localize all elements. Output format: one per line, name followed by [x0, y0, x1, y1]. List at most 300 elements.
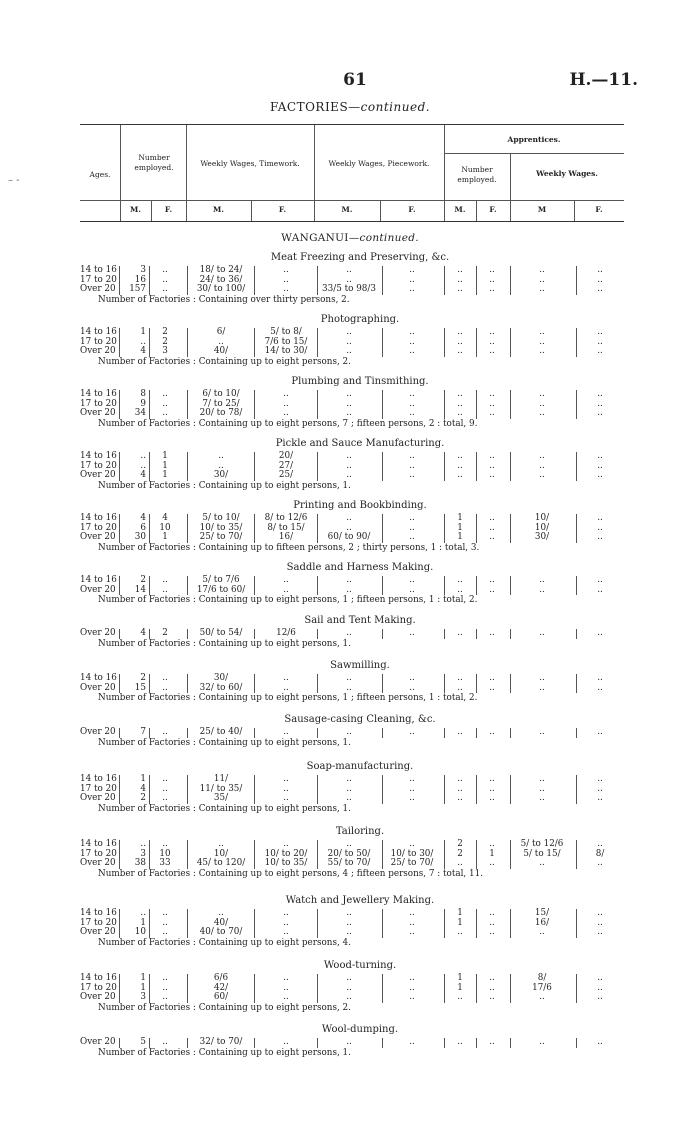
- cell-age: 17 to 20: [80, 917, 117, 928]
- cell-piecework-f: ..: [409, 982, 415, 993]
- cell-timework-m: 17/6 to 60/: [196, 584, 246, 595]
- cell-age: 14 to 16: [80, 575, 117, 585]
- cell-piecework-m: ..: [346, 336, 352, 347]
- cell-age: 17 to 20: [80, 982, 117, 993]
- cell-number-f: ..: [162, 727, 168, 737]
- cell-apprentice-wages-m: ..: [539, 783, 545, 794]
- column-rule: [510, 266, 511, 295]
- cell-number-m: 4: [140, 628, 146, 638]
- cell-number-f: ..: [162, 839, 168, 849]
- cell-age: 17 to 20: [80, 783, 117, 794]
- cell-number-m: 4: [140, 470, 146, 481]
- cell-apprentice-number-m: ..: [457, 774, 463, 784]
- column-rule: [119, 328, 120, 357]
- column-rule: [576, 452, 577, 481]
- column-rule: [476, 775, 477, 804]
- column-rule: [317, 728, 318, 738]
- cell-apprentice-number-f: ..: [489, 327, 495, 337]
- cell-age: Over 20: [80, 927, 116, 938]
- cell-apprentice-number-f: ..: [489, 917, 495, 928]
- cell-apprentice-number-m: ..: [457, 783, 463, 794]
- cell-timework-f: 7/6 to 15/: [264, 336, 308, 347]
- column-rule: [510, 1038, 511, 1048]
- cell-apprentice-number-m: ..: [457, 408, 463, 419]
- cell-apprentice-number-m: ..: [457, 575, 463, 585]
- sub-wm: M.: [213, 205, 224, 214]
- sub-af: F.: [489, 205, 497, 214]
- cell-apprentice-number-m: 1: [457, 513, 463, 523]
- cell-timework-m: 10/: [213, 848, 229, 859]
- cell-apprentice-wages-f: ..: [597, 858, 603, 869]
- cell-apprentice-wages-m: 15/: [534, 908, 550, 918]
- cell-apprentice-number-f: ..: [489, 336, 495, 347]
- column-rule: [119, 576, 120, 595]
- column-rule: [576, 629, 577, 639]
- cell-apprentice-number-m: ..: [457, 470, 463, 481]
- cell-timework-m: 11/ to 35/: [199, 783, 243, 794]
- cell-number-f: ..: [162, 265, 168, 275]
- cell-number-f: 33: [159, 858, 171, 869]
- cell-number-f: ..: [162, 274, 168, 285]
- cell-timework-f: ..: [283, 973, 289, 983]
- column-rule: [510, 728, 511, 738]
- column-rule: [576, 728, 577, 738]
- cell-apprentice-wages-f: ..: [597, 284, 603, 295]
- column-rule: [317, 775, 318, 804]
- cell-piecework-m: ..: [346, 992, 352, 1003]
- cell-apprentice-wages-f: ..: [597, 839, 603, 849]
- cell-apprentice-wages-f: ..: [597, 727, 603, 737]
- cell-timework-f: ..: [283, 908, 289, 918]
- table-section: [0, 252, 700, 305]
- cell-piecework-f: ..: [409, 917, 415, 928]
- cell-apprentice-number-m: 2: [457, 839, 463, 849]
- cell-number-m: ..: [140, 460, 146, 471]
- cell-age: 17 to 20: [80, 848, 117, 859]
- cell-piecework-m: ..: [346, 327, 352, 337]
- cell-timework-m: 30/: [213, 673, 229, 683]
- cell-timework-m: 32/ to 70/: [199, 1037, 243, 1047]
- column-rule: [187, 390, 188, 419]
- cell-timework-m: 20/ to 78/: [199, 408, 243, 419]
- cell-apprentice-wages-f: ..: [597, 513, 603, 523]
- cell-apprentice-number-m: ..: [457, 927, 463, 938]
- header-app-wages: Weekly Wages.: [536, 169, 598, 178]
- column-rule: [149, 840, 150, 869]
- cell-piecework-f: ..: [409, 992, 415, 1003]
- cell-number-m: ..: [140, 336, 146, 347]
- cell-age: Over 20: [80, 584, 116, 595]
- column-rule: [254, 728, 255, 738]
- table-row: [0, 285, 700, 295]
- cell-timework-f: 14/ to 30/: [264, 346, 308, 357]
- column-rule: [317, 576, 318, 595]
- cell-number-f: ..: [162, 673, 168, 683]
- table-row: [0, 586, 700, 596]
- column-rule: [444, 576, 445, 595]
- cell-number-f: 1: [162, 532, 168, 543]
- cell-piecework-m: ..: [346, 460, 352, 471]
- cell-apprentice-wages-m: ..: [539, 858, 545, 869]
- column-rule: [444, 266, 445, 295]
- column-rule: [119, 674, 120, 693]
- column-rule: [187, 674, 188, 693]
- cell-apprentice-number-m: 2: [457, 848, 463, 859]
- column-rule: [119, 266, 120, 295]
- table-row: [0, 928, 700, 938]
- column-rule: [317, 390, 318, 419]
- cell-piecework-m: ..: [346, 408, 352, 419]
- column-rule: [149, 974, 150, 1003]
- column-rule: [382, 775, 383, 804]
- column-rule: [317, 1038, 318, 1048]
- column-rule: [444, 1038, 445, 1048]
- column-rule: [254, 674, 255, 693]
- cell-number-f: ..: [162, 783, 168, 794]
- cell-piecework-m: ..: [346, 584, 352, 595]
- cell-apprentice-wages-m: ..: [539, 992, 545, 1003]
- cell-timework-m: 24/ to 36/: [199, 274, 243, 285]
- section-title: Meat Freezing and Preserving, &c.: [270, 252, 450, 263]
- column-rule: [119, 452, 120, 481]
- cell-apprentice-wages-m: 5/ to 15/: [523, 848, 561, 859]
- column-rule: [476, 328, 477, 357]
- cell-apprentice-wages-f: ..: [597, 992, 603, 1003]
- column-rule: [476, 576, 477, 595]
- cell-apprentice-wages-m: 30/: [534, 532, 550, 543]
- column-rule: [510, 840, 511, 869]
- cell-timework-m: 35/: [213, 793, 229, 804]
- cell-apprentice-number-m: ..: [457, 398, 463, 409]
- sub-pf: F.: [408, 205, 416, 214]
- cell-apprentice-wages-m: 10/: [534, 522, 550, 533]
- cell-apprentice-wages-m: 16/: [534, 917, 550, 928]
- cell-piecework-f: ..: [409, 470, 415, 481]
- cell-piecework-f: ..: [409, 927, 415, 938]
- column-rule: [254, 629, 255, 639]
- cell-timework-f: 8/ to 15/: [267, 522, 305, 533]
- column-rule: [119, 514, 120, 543]
- cell-age: Over 20: [80, 793, 116, 804]
- series-code: H.—11.: [569, 70, 638, 90]
- cell-apprentice-wages-m: ..: [539, 470, 545, 481]
- table-section: [0, 615, 700, 649]
- cell-number-m: 3: [140, 265, 146, 275]
- cell-apprentice-number-f: 1: [489, 848, 495, 859]
- cell-age: 14 to 16: [80, 327, 117, 337]
- cell-apprentice-number-m: 1: [457, 908, 463, 918]
- column-rule: [119, 840, 120, 869]
- cell-number-m: 15: [134, 682, 146, 693]
- cell-timework-f: ..: [283, 783, 289, 794]
- cell-piecework-m: ..: [346, 973, 352, 983]
- cell-piecework-m: ..: [346, 513, 352, 523]
- cell-apprentice-number-f: ..: [489, 1037, 495, 1047]
- column-rule: [510, 974, 511, 1003]
- cell-age: 14 to 16: [80, 513, 117, 523]
- table-section: [0, 660, 700, 703]
- cell-apprentice-wages-m: 10/: [534, 513, 550, 523]
- cell-apprentice-number-m: ..: [457, 628, 463, 638]
- cell-number-m: ..: [140, 451, 146, 461]
- cell-apprentice-number-f: ..: [489, 673, 495, 683]
- cell-piecework-f: ..: [409, 774, 415, 784]
- cell-apprentice-number-f: ..: [489, 532, 495, 543]
- column-rule: [510, 514, 511, 543]
- cell-piecework-m: ..: [346, 470, 352, 481]
- cell-piecework-f: ..: [409, 398, 415, 409]
- column-rule: [187, 328, 188, 357]
- cell-piecework-f: ..: [409, 451, 415, 461]
- cell-number-f: ..: [162, 682, 168, 693]
- header-app-number: Number employed.: [457, 165, 497, 184]
- table-row: [0, 1038, 700, 1048]
- column-rule: [576, 909, 577, 938]
- cell-apprentice-wages-f: ..: [597, 584, 603, 595]
- factories-note: Number of Factories : Containing up to eight persons, 7 ; fifteen persons, 2 : total, 9.: [98, 418, 478, 429]
- column-rule: [149, 909, 150, 938]
- column-rule: [149, 576, 150, 595]
- column-rule: [187, 840, 188, 869]
- column-rule: [187, 909, 188, 938]
- cell-piecework-f: ..: [409, 327, 415, 337]
- cell-number-f: ..: [162, 982, 168, 993]
- column-rule: [119, 390, 120, 419]
- cell-piecework-m: ..: [346, 774, 352, 784]
- column-rule: [510, 909, 511, 938]
- factories-note: Number of Factories : Containing up to eight persons, 2.: [98, 356, 351, 367]
- column-rule: [187, 629, 188, 639]
- cell-piecework-f: ..: [409, 584, 415, 595]
- factories-note: Number of Factories : Containing up to eight persons, 1.: [98, 803, 351, 814]
- cell-apprentice-number-f: ..: [489, 783, 495, 794]
- cell-apprentice-wages-m: ..: [539, 584, 545, 595]
- cell-timework-m: 11/: [213, 774, 229, 784]
- cell-timework-m: 32/ to 60/: [199, 682, 243, 693]
- cell-timework-f: 25/: [278, 470, 294, 481]
- column-rule: [444, 909, 445, 938]
- column-rule: [476, 629, 477, 639]
- column-rule: [119, 1038, 120, 1048]
- cell-timework-f: 16/: [278, 532, 294, 543]
- column-rule: [317, 629, 318, 639]
- cell-number-f: 10: [159, 848, 171, 859]
- cell-piecework-f: ..: [409, 389, 415, 399]
- column-rule: [444, 775, 445, 804]
- cell-number-m: 1: [140, 982, 146, 993]
- sub-nf: F.: [164, 205, 173, 214]
- column-rule: [254, 452, 255, 481]
- cell-number-f: ..: [162, 973, 168, 983]
- cell-piecework-m: ..: [346, 274, 352, 285]
- cell-timework-m: 50/ to 54/: [199, 628, 243, 638]
- cell-piecework-m: 55/ to 70/: [327, 858, 371, 869]
- cell-apprentice-wages-m: ..: [539, 265, 545, 275]
- cell-apprentice-wages-f: ..: [597, 774, 603, 784]
- cell-apprentice-wages-f: ..: [597, 682, 603, 693]
- cell-age: 17 to 20: [80, 460, 117, 471]
- cell-apprentice-number-f: ..: [489, 274, 495, 285]
- cell-age: 17 to 20: [80, 336, 117, 347]
- section-title: Pickle and Sauce Manufacturing.: [275, 438, 445, 449]
- cell-piecework-m: ..: [346, 522, 352, 533]
- column-rule: [576, 390, 577, 419]
- cell-number-m: 14: [134, 584, 146, 595]
- cell-apprentice-number-f: ..: [489, 346, 495, 357]
- cell-apprentice-number-m: ..: [457, 1037, 463, 1047]
- cell-timework-m: 6/6: [213, 973, 229, 983]
- column-rule: [149, 266, 150, 295]
- column-rule: [382, 452, 383, 481]
- cell-apprentice-wages-f: ..: [597, 265, 603, 275]
- cell-apprentice-wages-m: ..: [539, 408, 545, 419]
- cell-piecework-m: ..: [346, 628, 352, 638]
- cell-piecework-m: ..: [346, 727, 352, 737]
- district-heading: [0, 232, 700, 244]
- cell-number-m: 3: [140, 848, 146, 859]
- cell-piecework-f: ..: [409, 1037, 415, 1047]
- cell-number-m: 5: [140, 1037, 146, 1047]
- cell-number-m: ..: [140, 839, 146, 849]
- column-rule: [476, 1038, 477, 1048]
- cell-age: Over 20: [80, 992, 116, 1003]
- column-rule: [476, 728, 477, 738]
- table-section: [0, 960, 700, 1013]
- column-rule: [382, 909, 383, 938]
- cell-piecework-m: 20/ to 50/: [327, 848, 371, 859]
- column-rule: [254, 1038, 255, 1048]
- cell-number-f: ..: [162, 917, 168, 928]
- column-rule: [510, 775, 511, 804]
- column-rule: [119, 775, 120, 804]
- cell-piecework-f: ..: [409, 532, 415, 543]
- cell-timework-f: ..: [283, 1037, 289, 1047]
- cell-apprentice-number-m: ..: [457, 284, 463, 295]
- cell-apprentice-wages-m: ..: [539, 451, 545, 461]
- cell-piecework-f: ..: [409, 682, 415, 693]
- table-row: [0, 794, 700, 804]
- cell-number-f: 3: [162, 346, 168, 357]
- column-rule: [382, 328, 383, 357]
- section-title: Sawmilling.: [330, 660, 390, 671]
- cell-apprentice-wages-m: ..: [539, 673, 545, 683]
- factories-note: Number of Factories : Containing up to eight persons, 4.: [98, 937, 351, 948]
- cell-piecework-f: ..: [409, 265, 415, 275]
- cell-number-f: ..: [162, 584, 168, 595]
- cell-number-f: ..: [162, 408, 168, 419]
- cell-number-m: 157: [129, 284, 146, 295]
- cell-number-f: ..: [162, 575, 168, 585]
- cell-timework-f: 27/: [278, 460, 294, 471]
- cell-number-m: 4: [140, 346, 146, 357]
- table-row: [0, 471, 700, 481]
- cell-piecework-m: ..: [346, 398, 352, 409]
- cell-apprentice-wages-m: ..: [539, 793, 545, 804]
- cell-number-m: 6: [140, 522, 146, 533]
- cell-number-m: 2: [140, 575, 146, 585]
- sub-nm: M.: [130, 205, 141, 214]
- column-rule: [444, 390, 445, 419]
- header-wages-piece: Weekly Wages, Piecework.: [328, 159, 430, 168]
- cell-age: Over 20: [80, 284, 116, 295]
- column-rule: [187, 775, 188, 804]
- column-rule: [254, 576, 255, 595]
- section-title: Printing and Bookbinding.: [293, 500, 427, 511]
- cell-number-f: ..: [162, 284, 168, 295]
- cell-apprentice-number-f: ..: [489, 682, 495, 693]
- cell-timework-m: ..: [218, 451, 224, 461]
- cell-apprentice-number-f: ..: [489, 793, 495, 804]
- table-row: [0, 347, 700, 357]
- column-rule: [382, 629, 383, 639]
- table-row: [0, 629, 700, 639]
- cell-age: 14 to 16: [80, 973, 117, 983]
- cell-piecework-f: ..: [409, 973, 415, 983]
- cell-apprentice-wages-m: ..: [539, 346, 545, 357]
- column-rule: [317, 674, 318, 693]
- cell-age: Over 20: [80, 682, 116, 693]
- column-rule: [476, 674, 477, 693]
- sub-awm: M: [537, 205, 547, 214]
- table-section: [0, 438, 700, 491]
- cell-apprentice-wages-f: ..: [597, 927, 603, 938]
- column-rule: [317, 909, 318, 938]
- cell-apprentice-number-f: ..: [489, 470, 495, 481]
- cell-apprentice-number-f: ..: [489, 584, 495, 595]
- sub-wf: F.: [278, 205, 287, 214]
- cell-piecework-f: 10/ to 30/: [390, 848, 434, 859]
- cell-piecework-f: ..: [409, 628, 415, 638]
- cell-piecework-m: ..: [346, 1037, 352, 1047]
- title-cont: —continued.: [348, 100, 431, 114]
- cell-apprentice-wages-f: ..: [597, 327, 603, 337]
- cell-timework-f: ..: [283, 398, 289, 409]
- cell-apprentice-number-m: ..: [457, 336, 463, 347]
- cell-piecework-f: ..: [409, 793, 415, 804]
- cell-apprentice-number-m: ..: [457, 451, 463, 461]
- cell-apprentice-wages-f: ..: [597, 917, 603, 928]
- cell-number-f: 2: [162, 327, 168, 337]
- column-rule: [149, 674, 150, 693]
- cell-apprentice-number-f: ..: [489, 451, 495, 461]
- cell-timework-f: ..: [283, 682, 289, 693]
- cell-apprentice-wages-m: ..: [539, 774, 545, 784]
- cell-piecework-f: ..: [409, 839, 415, 849]
- cell-apprentice-wages-f: ..: [597, 346, 603, 357]
- column-rule: [444, 514, 445, 543]
- table-row: [0, 728, 700, 738]
- cell-piecework-m: 33/5 to 98/3: [322, 284, 376, 295]
- cell-number-f: ..: [162, 793, 168, 804]
- cell-piecework-f: ..: [409, 783, 415, 794]
- cell-piecework-f: ..: [409, 575, 415, 585]
- cell-apprentice-number-m: ..: [457, 460, 463, 471]
- cell-timework-m: 25/ to 40/: [199, 727, 243, 737]
- column-rule: [576, 576, 577, 595]
- cell-apprentice-number-f: ..: [489, 575, 495, 585]
- cell-timework-f: ..: [283, 284, 289, 295]
- cell-piecework-m: 60/ to 90/: [327, 532, 371, 543]
- cell-number-f: ..: [162, 992, 168, 1003]
- cell-timework-m: ..: [218, 908, 224, 918]
- cell-apprentice-number-m: ..: [457, 793, 463, 804]
- cell-age: Over 20: [80, 628, 116, 638]
- column-rule: [382, 974, 383, 1003]
- cell-apprentice-number-f: ..: [489, 513, 495, 523]
- cell-apprentice-number-m: ..: [457, 682, 463, 693]
- cell-number-f: ..: [162, 389, 168, 399]
- sub-pm: M.: [341, 205, 353, 214]
